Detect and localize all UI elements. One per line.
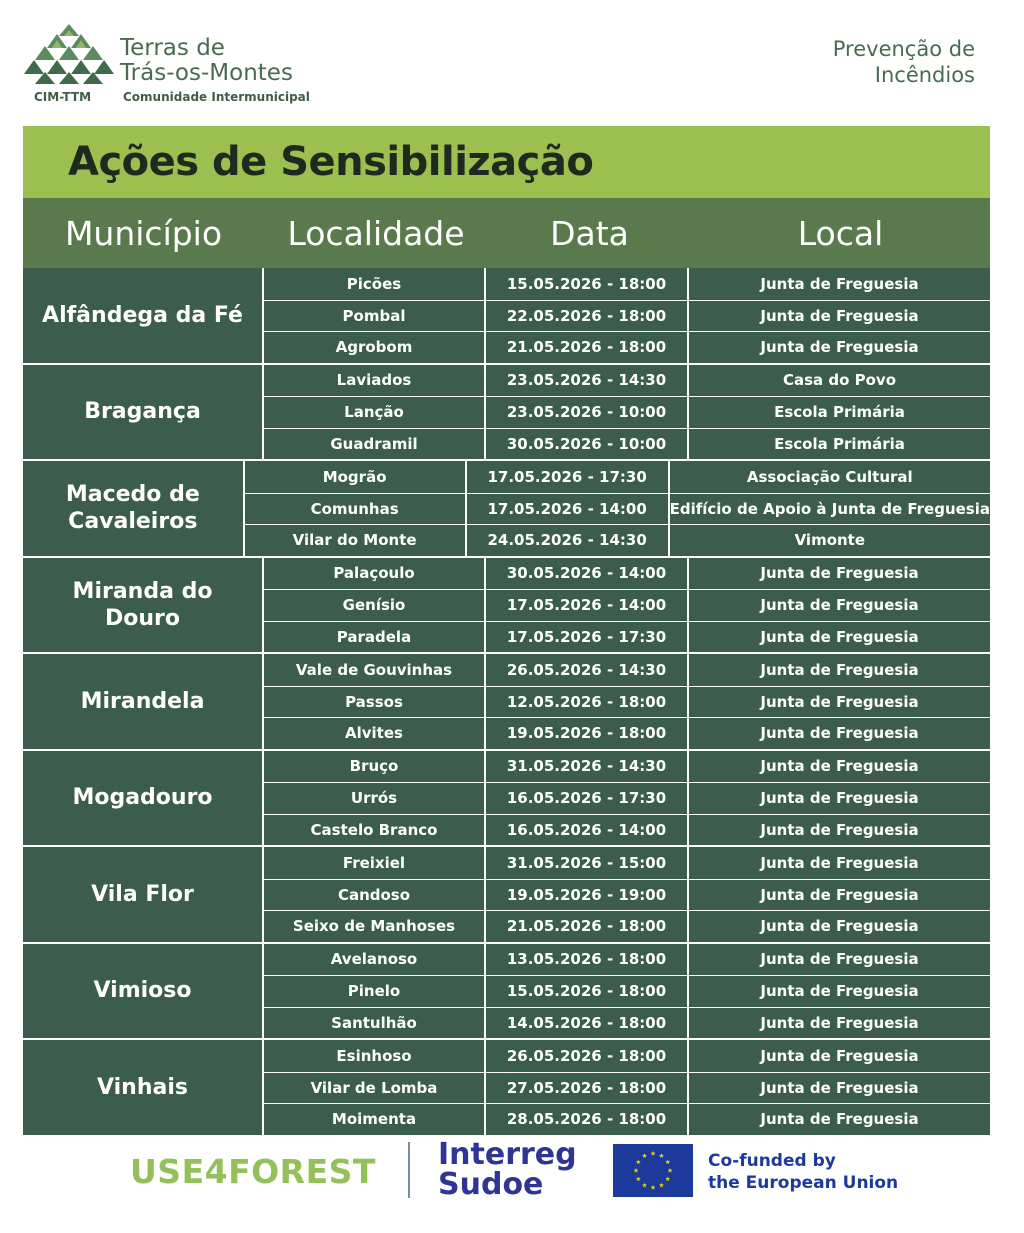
data-cell: 26.05.2026 - 14:30 (486, 654, 689, 686)
localidade-cell: Pombal (264, 301, 486, 332)
local-cell: Junta de Freguesia (760, 338, 919, 357)
table-row (264, 300, 990, 332)
municipio-group (23, 845, 990, 942)
data-cell: 23.05.2026 - 14:30 (486, 365, 689, 397)
use4forest-logo: USE4FOREST (130, 1152, 376, 1191)
local-cell: Junta de Freguesia (760, 660, 919, 679)
local-cell: Junta de Freguesia (760, 274, 919, 293)
localidade-cell: Picões (264, 268, 486, 300)
data-cell: 17.05.2026 - 17:30 (486, 622, 689, 653)
interreg-sudoe-logo (438, 1137, 577, 1202)
table-row (264, 1007, 990, 1039)
local-cell: Junta de Freguesia (760, 885, 919, 904)
localidade-cell: Palaçoulo (264, 558, 486, 590)
eu-star-icon (636, 1176, 641, 1181)
table-row (264, 428, 990, 460)
localidade-cell: Candoso (264, 880, 486, 911)
localidade-cell: Paradela (264, 622, 486, 653)
eu-star-icon (634, 1168, 639, 1173)
localidade-cell: Alvites (264, 718, 486, 749)
local-cell: Junta de Freguesia (760, 627, 919, 646)
data-cell: 22.05.2026 - 18:00 (486, 301, 689, 332)
footer-logos (0, 1137, 1024, 1210)
group-rows (264, 847, 990, 942)
localidade-cell: Esinhoso (264, 1040, 486, 1072)
eu-star-icon (651, 1151, 656, 1156)
group-rows (264, 654, 990, 749)
group-rows (264, 751, 990, 846)
table-row (264, 558, 990, 590)
municipio-group (23, 363, 990, 460)
local-cell: Junta de Freguesia (760, 950, 919, 969)
table-row (264, 879, 990, 911)
data-cell: 13.05.2026 - 18:00 (486, 944, 689, 976)
municipio-cell: Alfândega da Fé (23, 268, 264, 363)
table-row (264, 751, 990, 783)
table-row (264, 1103, 990, 1135)
table-row (264, 782, 990, 814)
table-row (264, 268, 990, 300)
table-row (264, 1040, 990, 1072)
data-cell: 16.05.2026 - 17:30 (486, 783, 689, 814)
table-banner (23, 126, 990, 198)
table-row (264, 910, 990, 942)
group-rows (245, 461, 990, 556)
local-cell: Junta de Freguesia (760, 564, 919, 583)
local-cell: Junta de Freguesia (760, 1046, 919, 1065)
localidade-cell: Passos (264, 687, 486, 718)
municipio-cell: Vinhais (23, 1040, 264, 1135)
table-row (264, 654, 990, 686)
table-row (264, 847, 990, 879)
local-cell: Junta de Freguesia (760, 757, 919, 776)
municipio-cell: Vila Flor (23, 847, 264, 942)
group-rows (264, 365, 990, 460)
local-cell: Vimonte (794, 531, 866, 550)
localidade-cell: Lanção (264, 397, 486, 428)
local-cell: Junta de Freguesia (760, 982, 919, 1001)
data-cell: 21.05.2026 - 18:00 (486, 332, 689, 363)
mountains-logo-icon (24, 22, 114, 88)
interreg-line: Interreg (438, 1137, 577, 1172)
local-cell: Escola Primária (774, 434, 905, 453)
data-cell: 31.05.2026 - 15:00 (486, 847, 689, 879)
localidade-cell: Bruço (264, 751, 486, 783)
localidade-cell: Comunhas (245, 494, 467, 525)
local-cell: Associação Cultural (746, 467, 913, 486)
data-cell: 16.05.2026 - 14:00 (486, 815, 689, 846)
eu-star-icon (659, 1183, 664, 1188)
logo-abbreviation: CIM-TTM (34, 90, 92, 104)
municipio-group (23, 942, 990, 1039)
municipio-cell: Miranda do Douro (23, 558, 264, 653)
municipio-group (23, 268, 990, 363)
localidade-cell: Vale de Gouvinhas (264, 654, 486, 686)
table-row (245, 524, 990, 556)
table-row (264, 331, 990, 363)
data-cell: 31.05.2026 - 14:30 (486, 751, 689, 783)
localidade-cell: Vilar de Lomba (264, 1073, 486, 1104)
data-cell: 28.05.2026 - 18:00 (486, 1104, 689, 1135)
localidade-cell: Santulhão (264, 1008, 486, 1039)
local-cell: Junta de Freguesia (760, 853, 919, 872)
data-cell: 24.05.2026 - 14:30 (467, 525, 670, 556)
localidade-cell: Avelanoso (264, 944, 486, 976)
data-cell: 21.05.2026 - 18:00 (486, 911, 689, 942)
localidade-cell: Castelo Branco (264, 815, 486, 846)
municipio-group (23, 749, 990, 846)
table-row (264, 944, 990, 976)
data-cell: 23.05.2026 - 10:00 (486, 397, 689, 428)
column-header-localidade: Localidade (287, 213, 465, 253)
localidade-cell: Genísio (264, 590, 486, 621)
data-cell: 19.05.2026 - 18:00 (486, 718, 689, 749)
municipio-group (23, 652, 990, 749)
table-title: Ações de Sensibilização (68, 139, 594, 185)
schedule-table (23, 126, 990, 1135)
table-row (264, 396, 990, 428)
eu-star-icon (659, 1153, 664, 1158)
local-cell: Junta de Freguesia (760, 596, 919, 615)
column-header-municipio: Município (64, 213, 223, 253)
local-cell: Casa do Povo (782, 371, 897, 390)
table-body (23, 268, 990, 1135)
logo-title: Terras de Trás-os-Montes (120, 35, 293, 86)
localidade-cell: Seixo de Manhoses (264, 911, 486, 942)
municipio-group (23, 1038, 990, 1135)
table-row (264, 686, 990, 718)
topic-heading: Prevenção de Incêndios (832, 37, 975, 87)
group-rows (264, 944, 990, 1039)
local-cell: Junta de Freguesia (760, 692, 919, 711)
sudoe-line: Sudoe (438, 1167, 544, 1202)
data-cell: 15.05.2026 - 18:00 (486, 268, 689, 300)
eu-star-icon (642, 1153, 647, 1158)
eu-star-icon (651, 1185, 656, 1190)
local-cell: Junta de Freguesia (760, 1078, 919, 1097)
data-cell: 30.05.2026 - 10:00 (486, 429, 689, 460)
table-row (245, 461, 990, 493)
localidade-cell: Agrobom (264, 332, 486, 363)
localidade-cell: Urrós (264, 783, 486, 814)
logo-subtitle: Comunidade Intermunicipal (123, 90, 310, 104)
localidade-cell: Freixiel (264, 847, 486, 879)
cim-ttm-logo (24, 22, 324, 112)
localidade-cell: Guadramil (264, 429, 486, 460)
eu-star-icon (665, 1176, 670, 1181)
local-cell: Junta de Freguesia (760, 917, 919, 936)
data-cell: 12.05.2026 - 18:00 (486, 687, 689, 718)
data-cell: 19.05.2026 - 19:00 (486, 880, 689, 911)
data-cell: 15.05.2026 - 18:00 (486, 976, 689, 1007)
data-cell: 14.05.2026 - 18:00 (486, 1008, 689, 1039)
localidade-cell: Pinelo (264, 976, 486, 1007)
municipio-cell: Mogadouro (23, 751, 264, 846)
group-rows (264, 1040, 990, 1135)
localidade-cell: Vilar do Monte (245, 525, 467, 556)
table-row (264, 975, 990, 1007)
table-row (264, 621, 990, 653)
table-row (264, 717, 990, 749)
municipio-cell: Macedo de Cavaleiros (23, 461, 245, 556)
data-cell: 17.05.2026 - 17:30 (467, 461, 670, 493)
municipio-cell: Mirandela (23, 654, 264, 749)
eu-star-icon (665, 1159, 670, 1164)
municipio-cell: Vimioso (23, 944, 264, 1039)
local-cell: Edifício de Apoio à Junta de Freguesia (669, 499, 990, 518)
localidade-cell: Laviados (264, 365, 486, 397)
table-row (264, 365, 990, 397)
local-cell: Junta de Freguesia (760, 789, 919, 808)
eu-star-icon (636, 1159, 641, 1164)
column-header-row (23, 198, 990, 268)
local-cell: Escola Primária (774, 403, 905, 422)
table-row (245, 493, 990, 525)
local-cell: Junta de Freguesia (760, 306, 919, 325)
data-cell: 26.05.2026 - 18:00 (486, 1040, 689, 1072)
eu-cofunded-text: Co-funded by the European Union (708, 1151, 899, 1193)
group-rows (264, 558, 990, 653)
footer-divider (408, 1142, 410, 1198)
localidade-cell: Moimenta (264, 1104, 486, 1135)
table-row (264, 814, 990, 846)
table-row (264, 1072, 990, 1104)
municipio-group (23, 459, 990, 556)
group-rows (264, 268, 990, 363)
local-cell: Junta de Freguesia (760, 724, 919, 743)
local-cell: Junta de Freguesia (760, 820, 919, 839)
local-cell: Junta de Freguesia (760, 1110, 919, 1129)
column-header-local: Local (797, 213, 884, 253)
data-cell: 27.05.2026 - 18:00 (486, 1073, 689, 1104)
data-cell: 17.05.2026 - 14:00 (486, 590, 689, 621)
data-cell: 17.05.2026 - 14:00 (467, 494, 670, 525)
table-row (264, 589, 990, 621)
eu-flag-icon (613, 1144, 693, 1197)
column-header-data: Data (550, 213, 629, 253)
eu-star-icon (668, 1168, 673, 1173)
municipio-group (23, 556, 990, 653)
local-cell: Junta de Freguesia (760, 1013, 919, 1032)
eu-star-icon (642, 1183, 647, 1188)
localidade-cell: Mogrão (245, 461, 467, 493)
municipio-cell: Bragança (23, 365, 264, 460)
data-cell: 30.05.2026 - 14:00 (486, 558, 689, 590)
